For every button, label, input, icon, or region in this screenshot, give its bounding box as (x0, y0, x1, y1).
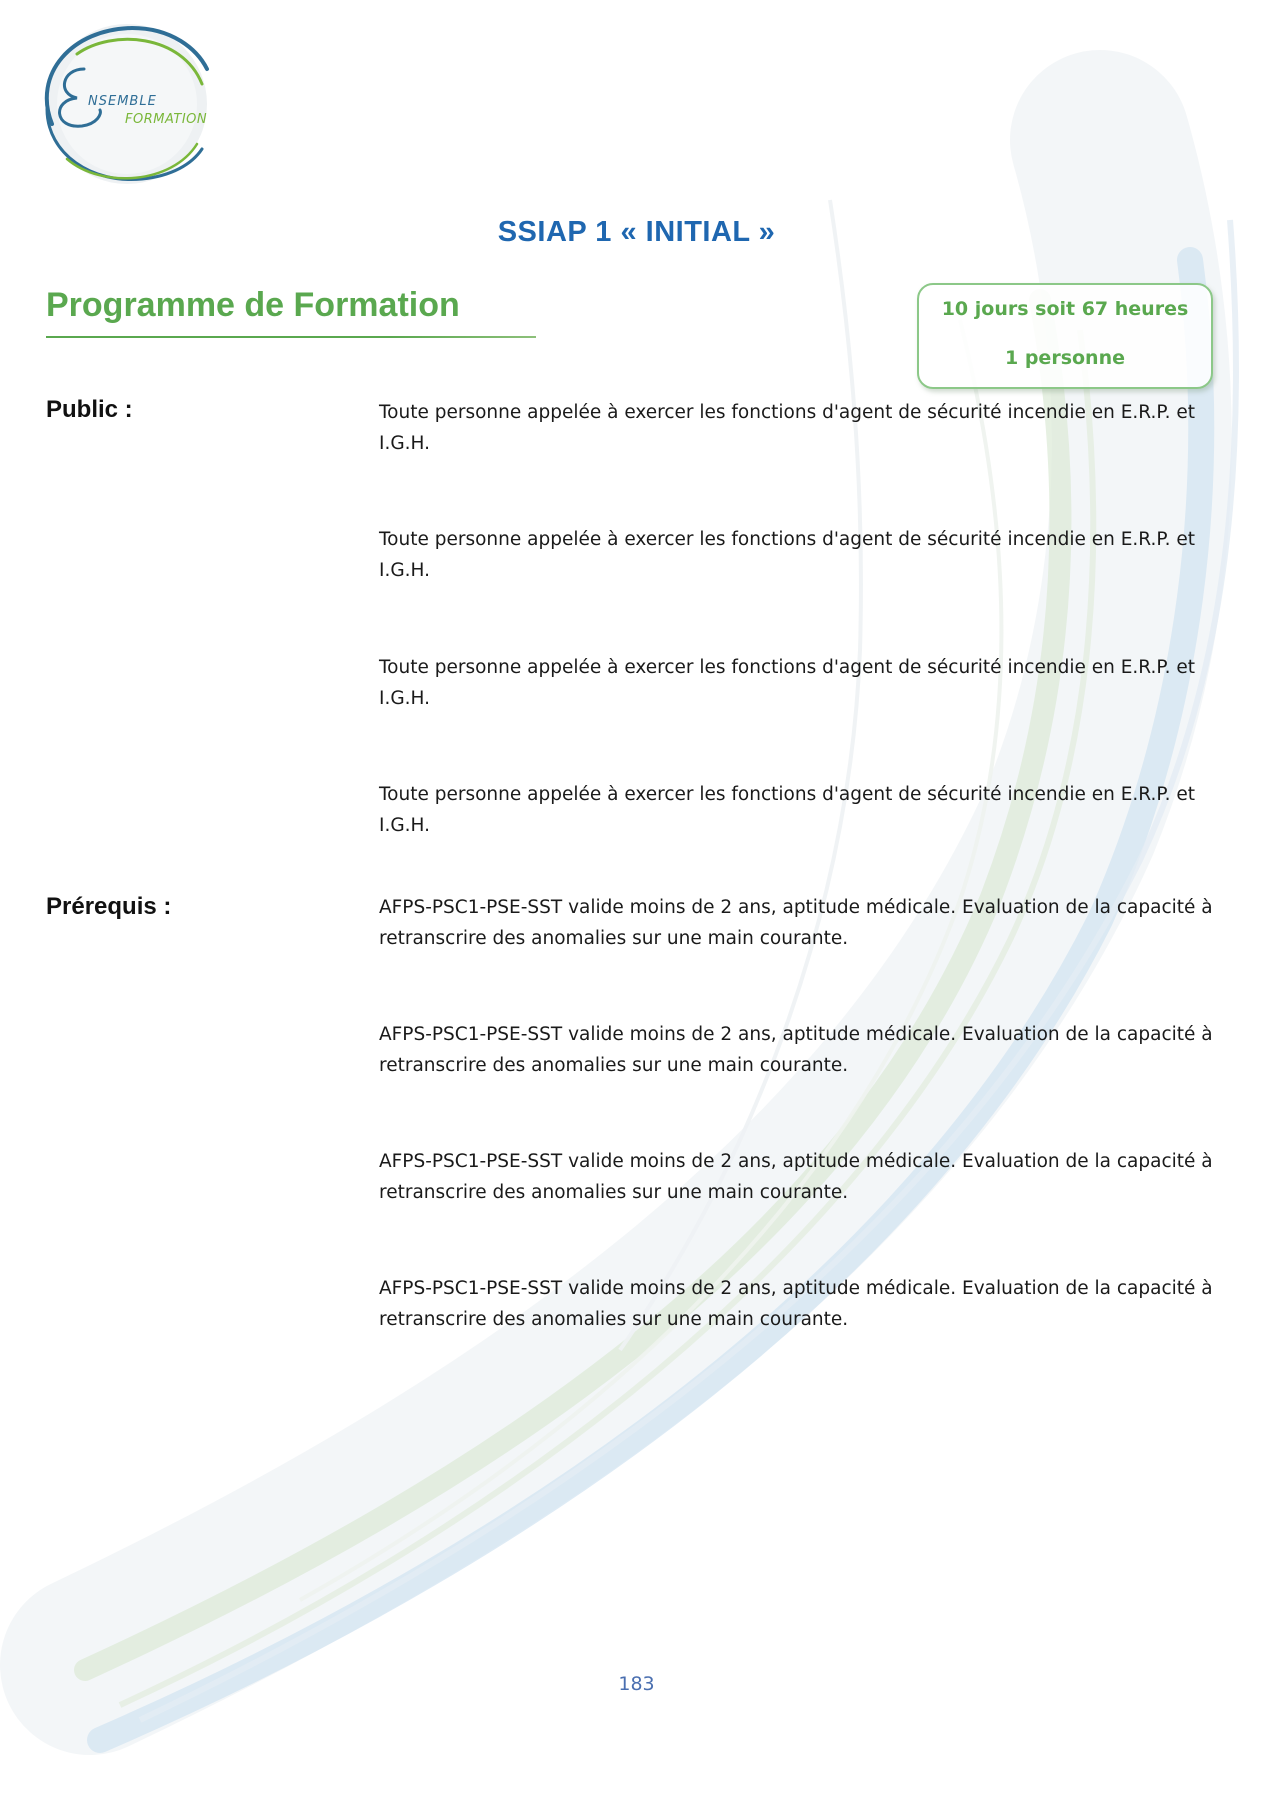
logo-text-nsemble: NSEMBLE (88, 94, 157, 109)
public-paragraph: Toute personne appelée à exercer les fonctions d'agent de sécurité incendie en E.R.P. et I.G.H. (379, 657, 1196, 709)
prerequis-paragraph: AFPS-PSC1-PSE-SST valide moins de 2 ans, aptitude médicale. Evaluation de la capacité à retranscrire des anomalies sur une main courante. (379, 897, 1213, 949)
page-number: 183 (618, 1673, 655, 1695)
section-heading: Programme de Formation (46, 286, 460, 324)
duration-text: 10 jours soit 67 heures (941, 298, 1189, 320)
prerequis-label: Prérequis : (46, 893, 172, 920)
public-label: Public : (46, 396, 133, 423)
participants-text: 1 personne (1005, 347, 1125, 369)
public-paragraph: Toute personne appelée à exercer les fonctions d'agent de sécurité incendie en E.R.P. et I.G.H. (379, 784, 1196, 836)
prerequis-paragraph: AFPS-PSC1-PSE-SST valide moins de 2 ans, aptitude médicale. Evaluation de la capacité à retranscrire des anomalies sur une main courante. (379, 1278, 1213, 1330)
logo-text-formation: FORMATION (125, 112, 208, 127)
heading-underline (46, 336, 536, 338)
duration-info-box (917, 283, 1213, 389)
document-title: SSIAP 1 « INITIAL » (497, 216, 776, 248)
prerequis-paragraph: AFPS-PSC1-PSE-SST valide moins de 2 ans, aptitude médicale. Evaluation de la capacité à retranscrire des anomalies sur une main courante. (379, 1151, 1213, 1203)
public-paragraph: Toute personne appelée à exercer les fonctions d'agent de sécurité incendie en E.R.P. et I.G.H. (379, 529, 1196, 581)
prerequis-paragraph: AFPS-PSC1-PSE-SST valide moins de 2 ans, aptitude médicale. Evaluation de la capacité à retranscrire des anomalies sur une main courante. (379, 1024, 1213, 1076)
public-paragraph: Toute personne appelée à exercer les fonctions d'agent de sécurité incendie en E.R.P. et I.G.H. (379, 402, 1196, 454)
